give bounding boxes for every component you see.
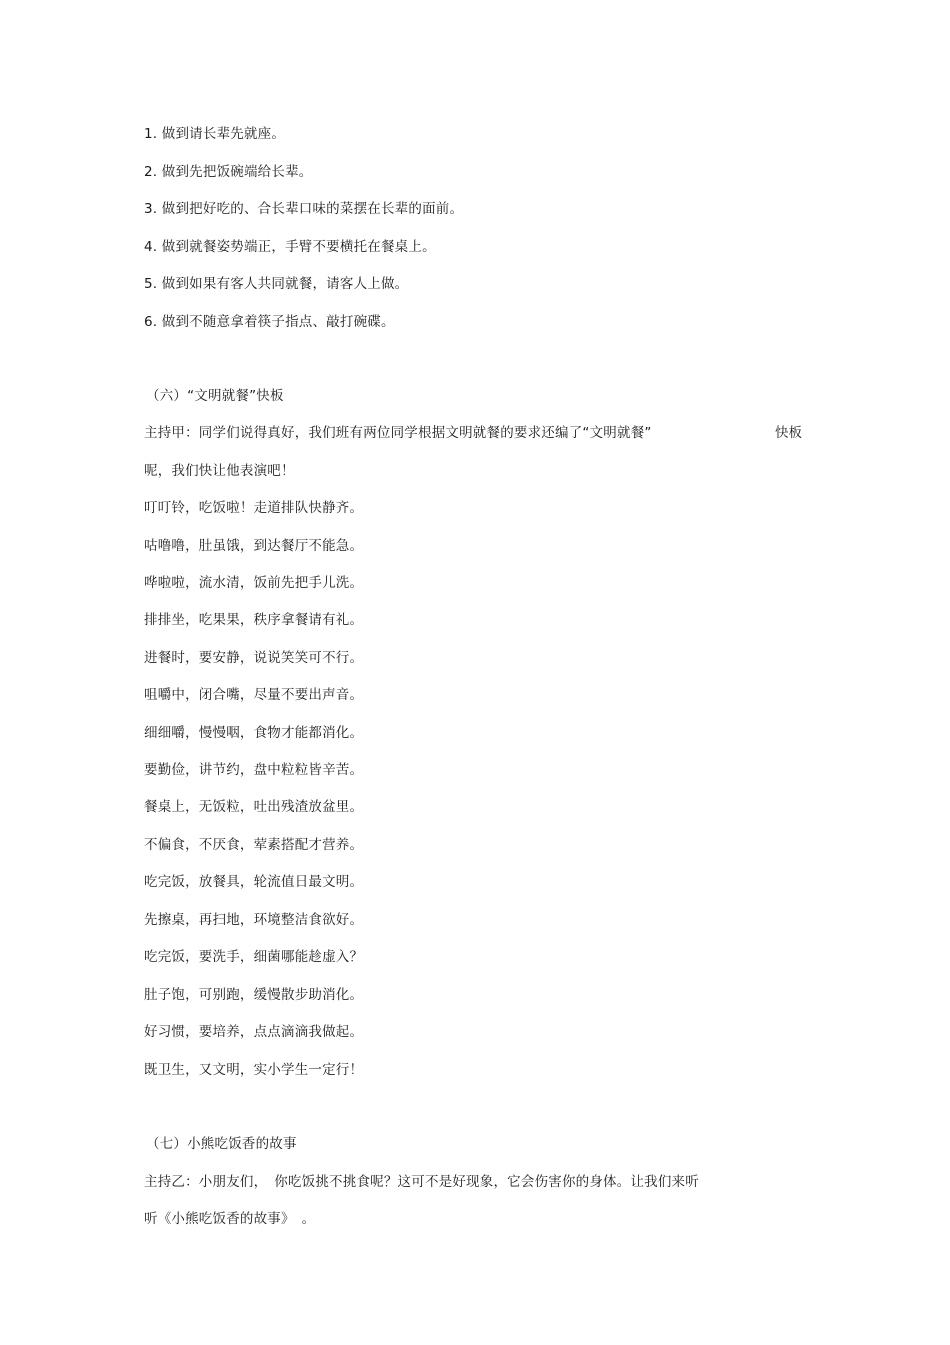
host-a-intro-tail: 快板 <box>775 425 802 441</box>
section-6-heading: （六）“文明就餐”快板 <box>146 388 284 404</box>
verse-line: 吃完饭，放餐具，轮流值日最文明。 <box>144 874 364 890</box>
verse-line: 进餐时，要安静，说说笑笑可不行。 <box>144 650 364 666</box>
verse-line: 不偏食，不厌食，荤素搭配才营养。 <box>144 837 364 853</box>
verse-line: 咕噜噜，肚虽饿，到达餐厅不能急。 <box>144 538 364 554</box>
verse-line: 叮叮铃，吃饭啦！走道排队快静齐。 <box>144 500 364 516</box>
verse-line: 先擦桌，再扫地，环境整洁食欲好。 <box>144 912 364 928</box>
host-a-intro-line-1: 主持甲：同学们说得真好，我们班有两位同学根据文明就餐的要求还编了“文明就餐” <box>144 425 652 441</box>
verse-line: 哗啦啦，流水清，饭前先把手儿洗。 <box>144 575 364 591</box>
rule-item-5: 5. 做到如果有客人共同就餐，请客人上做。 <box>144 276 409 292</box>
verse-line: 要勤俭，讲节约，盘中粒粒皆辛苦。 <box>144 762 364 778</box>
verse-line: 既卫生，又文明，实小学生一定行！ <box>144 1062 364 1078</box>
verse-line: 好习惯，要培养，点点滴滴我做起。 <box>144 1024 364 1040</box>
verse-line: 吃完饭，要洗手，细菌哪能趁虚入？ <box>144 949 364 965</box>
verse-line: 排排坐，吃果果，秩序拿餐请有礼。 <box>144 612 364 628</box>
section-7-heading: （七）小熊吃饭香的故事 <box>146 1136 297 1152</box>
host-b-line-1: 主持乙：小朋友们， 你吃饭挑不挑食呢？这可不是好现象，它会伤害你的身体。让我们来听 <box>144 1174 699 1190</box>
verse-line: 肚子饱，可别跑，缓慢散步助消化。 <box>144 987 364 1003</box>
rule-item-3: 3. 做到把好吃的、合长辈口味的菜摆在长辈的面前。 <box>144 201 464 217</box>
rule-item-4: 4. 做到就餐姿势端正，手臂不要横托在餐桌上。 <box>144 239 436 255</box>
host-b-line-2: 听《小熊吃饭香的故事》 。 <box>144 1211 316 1227</box>
host-a-intro-line-2: 呢，我们快让他表演吧！ <box>144 463 295 479</box>
rule-item-2: 2. 做到先把饭碗端给长辈。 <box>144 164 313 180</box>
rule-item-6: 6. 做到不随意拿着筷子指点、敲打碗碟。 <box>144 314 395 330</box>
verse-line: 咀嚼中，闭合嘴，尽量不要出声音。 <box>144 687 364 703</box>
verse-line: 餐桌上，无饭粒，吐出残渣放盆里。 <box>144 799 364 815</box>
verse-line: 细细嚼，慢慢咽，食物才能都消化。 <box>144 725 364 741</box>
rule-item-1: 1. 做到请长辈先就座。 <box>144 126 286 142</box>
